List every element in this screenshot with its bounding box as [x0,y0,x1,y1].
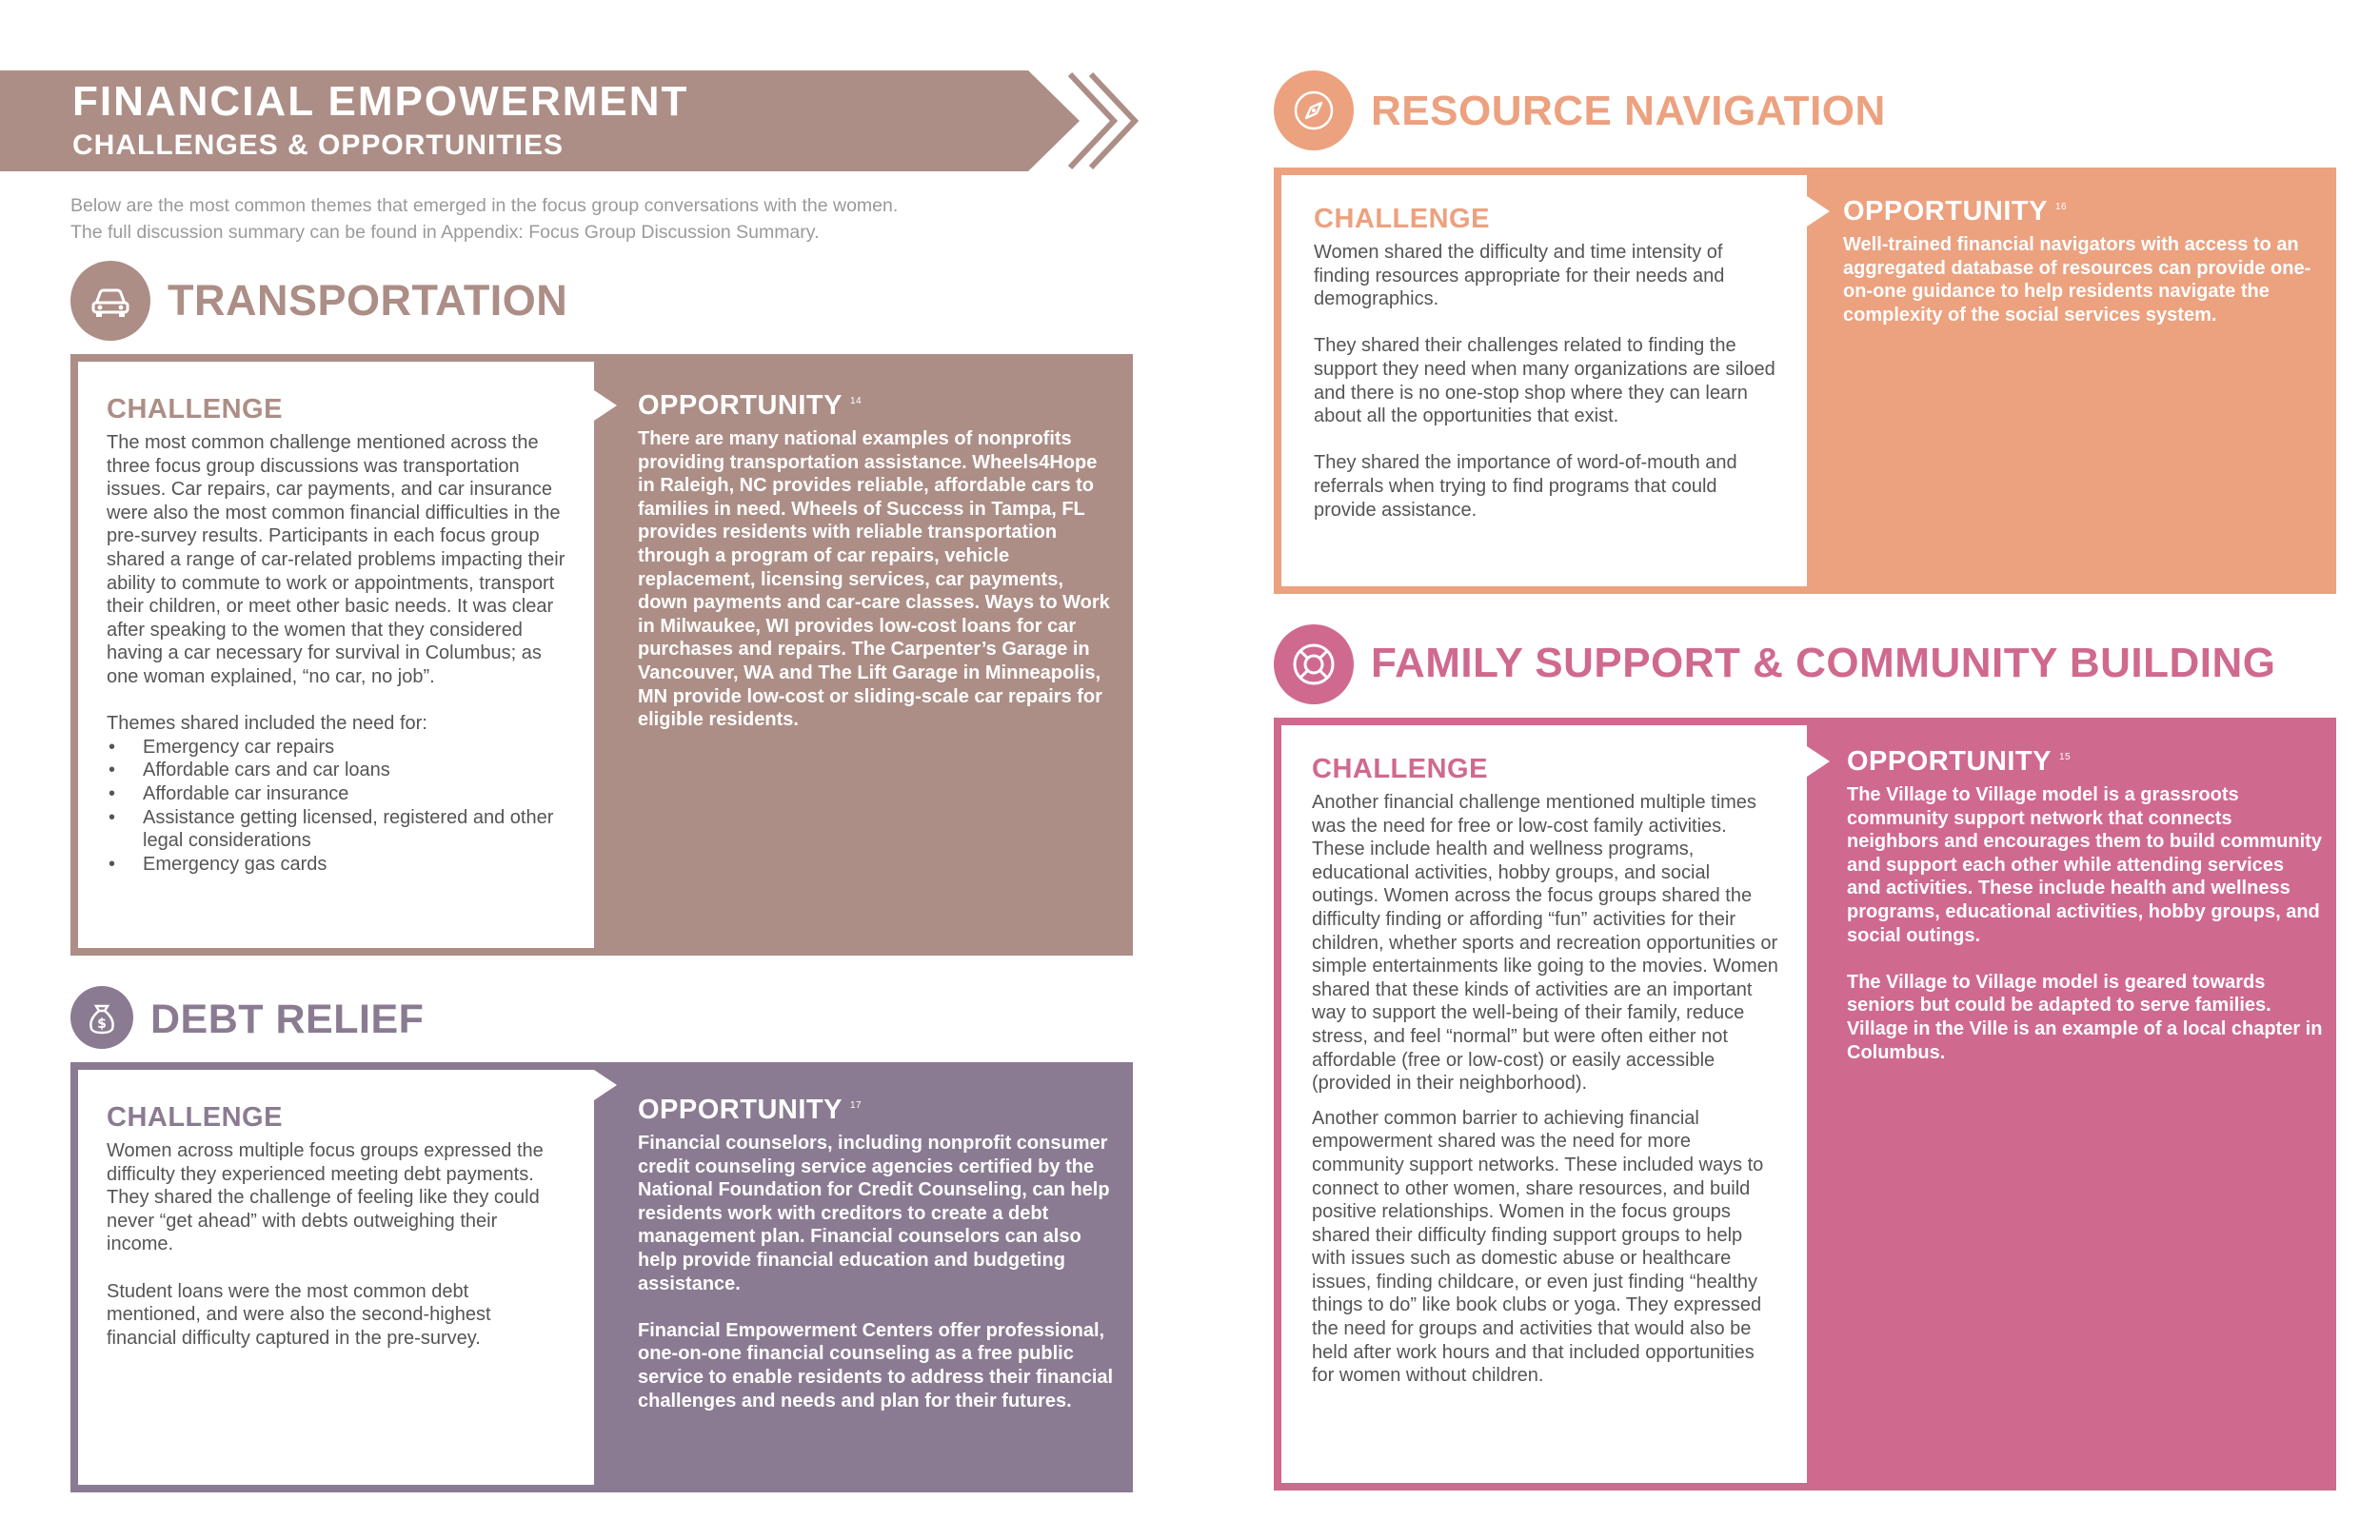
transportation-opportunity-label [638,390,1110,422]
resource-box [1274,168,2336,594]
resource-challenge-text-2: They shared their challenges related to finding the support they need when many organizations are siloed and there is no one-stop shop where they can learn about all the opportunities that exist. [1314,335,1775,427]
intro-line-1: Below are the most common themes that emerged in the focus group conversations with the women. [70,195,899,216]
page-title: FINANCIAL EMPOWERMENT [72,78,689,125]
resource-notch [1807,196,1830,227]
transportation-themes-intro: Themes shared included the need for: [107,713,427,735]
resource-opportunity-panel [1843,196,2315,326]
debt-title: DEBT RELIEF [150,997,425,1042]
list-item: • Emergency gas cards [107,853,565,877]
family-box [1274,718,2336,1491]
debt-box [70,1062,1133,1492]
intro-line-2: The full discussion summary can be found in Appendix: Focus Group Discussion Summary. [70,222,820,243]
footnote-ref: 14 [849,396,863,407]
debt-icon-circle [70,986,133,1049]
debt-challenge-panel [78,1070,594,1485]
resource-challenge-text-3: They shared the importance of word-of-mouth and referrals when trying to find programs that could provide assistance. [1314,452,1737,521]
family-notch [1807,746,1830,777]
money-bag-icon [83,998,121,1037]
opportunity-label-text: OPPORTUNITY [638,390,843,421]
footnote-ref: 15 [2058,752,2072,763]
family-title: FAMILY SUPPORT & COMMUNITY BUILDING [1371,640,2276,686]
list-item: • Affordable cars and car loans [107,759,565,782]
page-subtitle: CHALLENGES & OPPORTUNITIES [72,129,565,161]
transportation-icon-circle [70,261,150,341]
family-challenge-label: CHALLENGE [1312,754,1488,784]
resource-challenge-text-1: Women shared the difficulty and time intensity of finding resources appropriate for their needs and demographics. [1314,242,1725,310]
resource-title: RESOURCE NAVIGATION [1371,88,1886,134]
compass-icon [1289,86,1339,135]
transportation-notch [594,390,617,421]
transportation-needs-list [107,736,565,877]
transportation-challenge-label: CHALLENGE [107,394,283,424]
transportation-box [70,354,1133,956]
chevron-decoration-icon [1057,70,1142,171]
transportation-challenge-text: The most common challenge mentioned across the three focus group discussions was transportation issues. Car repairs, car payments, and car insurance were also the most common financial difficulties in the pre-survey results. Participants in each focus group shared a range of car-related problems impacting their ability to commute to work or appointments, transport their children, or meet other basic needs. It was clear after speaking to the women that they considered having a car necessary for survival in Columbus; as one woman explained, “no car, no job”. [107,432,565,687]
transportation-opportunity-panel [638,390,1110,732]
family-opportunity-panel [1847,746,2323,1064]
family-challenge-panel [1281,725,1807,1483]
debt-challenge-text-1: Women across multiple focus groups expressed the difficulty they experienced meeting debt payments. They shared the challenge of feeling like they could never “get ahead” with debts outweighing their income. [107,1140,544,1255]
debt-notch [594,1070,617,1100]
intro-text [70,192,1070,246]
family-challenge-text-2: Another common barrier to achieving financial empowerment shared was the need for more community support networks. These included ways to connect to other women, share resources, and build positive relationships. Women in the focus groups shared their difficulty finding support groups to help with issues such as domestic abuse or healthcare issues, finding childcare, or even just finding “healthy things to do” like book clubs or yoga. They expressed the need for groups and activities that would also be held after work hours and that included opportunities for women without children. [1312,1107,1764,1387]
family-opportunity-label [1847,746,2323,778]
debt-opportunity-text-1: Financial counselors, including nonprofit consumer credit counseling service agencies certified by the National Foundation for Credit Counseling, can help residents work with creditors to create a debt management plan. Financial counselors can also help provide financial education and budgeting assistance. [638,1133,1110,1294]
debt-challenge-text-2: Student loans were the most common debt mentioned, and were also the second-highest financial difficulty captured in the pre-survey. [107,1280,491,1349]
list-item: • Affordable car insurance [107,782,565,806]
transportation-challenge-panel [78,362,594,948]
opportunity-label-text: OPPORTUNITY [1843,196,2048,227]
list-item: • Emergency car repairs [107,736,565,760]
resource-challenge-label: CHALLENGE [1314,204,1490,234]
transportation-title: TRANSPORTATION [168,276,568,325]
transportation-opportunity-text: There are many national examples of nonprofits providing transportation assistance. Wheels4Hope in Raleigh, NC provides reliable, affordable cars to families in need. Wheels of Success in Tampa, FL provides residents with reliable transportation through a program of car repairs, vehicle replacement, licensing services, car payments, down payments and car-care classes. Ways to Work in Milwaukee, WI provides low-cost loans for car purchases and repairs. The Carpenter’s Garage in Vancouver, WA and The Lift Garage in Minneapolis, MN provide low-cost or sliding-scale car repairs for eligible residents. [638,428,1110,731]
resource-opportunity-label [1843,196,2315,227]
car-icon [87,277,134,325]
svg-text:$: $ [97,1017,107,1032]
debt-opportunity-label [638,1095,1114,1126]
family-challenge-text-1: Another financial challenge mentioned multiple times was the need for free or low-cost family activities. These include health and wellness programs, educational activities, hobby groups, and social outings. Women across the focus groups shared the difficulty finding or affording “fun” activities for their children, whether sports and recreation opportunities or simple entertainments like going to the movies. Women shared that these kinds of activities are an important way to support the well-being of their family, reduce stress, and feel “normal” but were often either not affordable (free or low-cost) or easily accessible (provided in their neighborhood). [1312,792,1778,1095]
debt-opportunity-panel [638,1095,1114,1412]
family-opportunity-text-1: The Village to Village model is a grassroots community support network that connects neighbors and encourages them to build community and support each other while attending services and activities. These include health and wellness programs, educational activities, hobby groups, and social outings. [1847,784,2322,946]
debt-challenge-label: CHALLENGE [107,1102,283,1133]
family-opportunity-text-2: The Village to Village model is geared towards seniors but could be adapted to serve families. Village in the Ville is an example of a local chapter in Columbus. [1847,971,2323,1063]
resource-icon-circle [1274,70,1354,150]
opportunity-label-text: OPPORTUNITY [638,1095,843,1125]
resource-challenge-panel [1281,175,1807,586]
resource-opportunity-text: Well-trained financial navigators with access to an aggregated database of resources can provide one-on-one guidance to help residents navigate the complexity of the social services system. [1843,234,2311,326]
opportunity-label-text: OPPORTUNITY [1847,746,2052,777]
family-icon-circle [1274,624,1354,704]
lifebuoy-icon [1288,639,1339,690]
list-item: • Assistance getting licensed, registered and other legal considerations [107,806,565,853]
debt-opportunity-text-2: Financial Empowerment Centers offer professional, one-on-one financial counseling as a free public service to enable residents to address their financial challenges and needs and plan for their futures. [638,1319,1114,1412]
footnote-ref: 16 [2054,202,2068,213]
footnote-ref: 17 [849,1100,863,1112]
